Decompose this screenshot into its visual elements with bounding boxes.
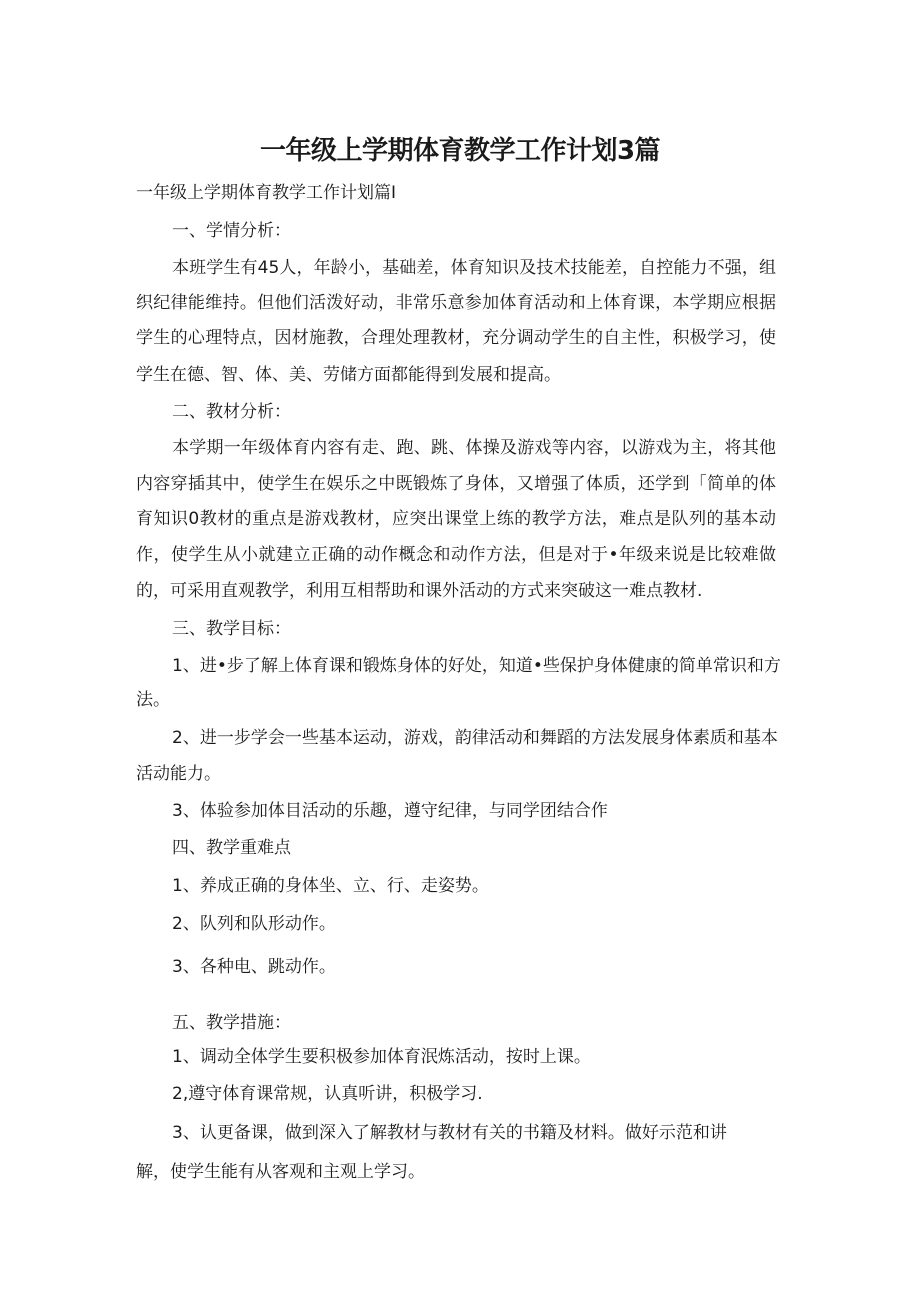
list-item-continuation: 活动能力。 — [136, 764, 221, 784]
list-item: 3、认更备课，做到深入了解教材与教材有关的书籍及材料。做好示范和讲 — [172, 1123, 727, 1143]
paragraph-line: 本班学生有45人，年龄小，基础差，体育知识及技术技能差，自控能力不强，组 — [172, 258, 776, 278]
section-heading-1: 一、学情分析： — [172, 221, 291, 241]
paragraph-line: 织纪律能维持。但他们活泼好动，非常乐意参加体育活动和上体育课，本学期应根据 — [136, 293, 776, 313]
paragraph-line: 内容穿插其中，使学生在娱乐之中既锻炼了身体，又增强了体质，还学到「简单的体 — [136, 474, 776, 494]
document-title: 一年级上学期体育教学工作计划3篇 — [259, 136, 661, 166]
list-item: 2、进一步学会一些基本运动，游戏，韵律活动和舞蹈的方法发展身体素质和基本 — [172, 728, 778, 748]
list-item: 1、养成正确的身体坐、立、行、走姿势。 — [172, 876, 489, 896]
list-item: 1、调动全体学生要积极参加体育泯炼活动，按时上课。 — [172, 1047, 591, 1067]
document-subtitle: 一年级上学期体育教学工作计划篇I — [136, 183, 397, 203]
section-heading-4: 四、教学重难点 — [172, 838, 291, 858]
section-heading-3: 三、教学目标： — [172, 619, 291, 639]
list-item: 2,遵守体育课常规，认真听讲，积极学习. — [172, 1084, 483, 1104]
list-item: 2、队列和队形动作。 — [172, 914, 336, 934]
section-heading-5: 五、教学措施： — [172, 1013, 291, 1033]
list-item: 3、各种电、跳动作。 — [172, 957, 336, 977]
paragraph-line: 本学期一年级体育内容有走、跑、跳、体操及游戏等内容，以游戏为主，将其他 — [172, 438, 776, 458]
paragraph-line: 作，使学生从小就建立正确的动作概念和动作方法，但是对于•年级来说是比较难做 — [136, 545, 776, 565]
paragraph-line: 学生在德、智、体、美、劳储方面都能得到发展和提高。 — [136, 365, 561, 385]
list-item-continuation: 解，使学生能有从客观和主观上学习。 — [136, 1162, 425, 1182]
section-heading-2: 二、教材分析： — [172, 402, 291, 422]
paragraph-line: 的，可采用直观教学，利用互相帮助和课外活动的方式来突破这一难点教材. — [136, 581, 703, 601]
list-item: 3、体验参加体目活动的乐趣，遵守纪律，与同学团结合作 — [172, 801, 608, 821]
paragraph-line: 学生的心理特点，因材施教，合理处理教材，充分调动学生的自主性，积极学习，使 — [136, 328, 776, 348]
paragraph-line: 育知识0教材的重点是游戏教材，应突出课堂上练的教学方法，难点是队列的基本动 — [136, 509, 776, 529]
list-item: 1、进•步了解上体育课和锻炼身体的好处，知道•些保护身体健康的简单常识和方 — [172, 656, 781, 676]
list-item-continuation: 法。 — [136, 690, 170, 710]
